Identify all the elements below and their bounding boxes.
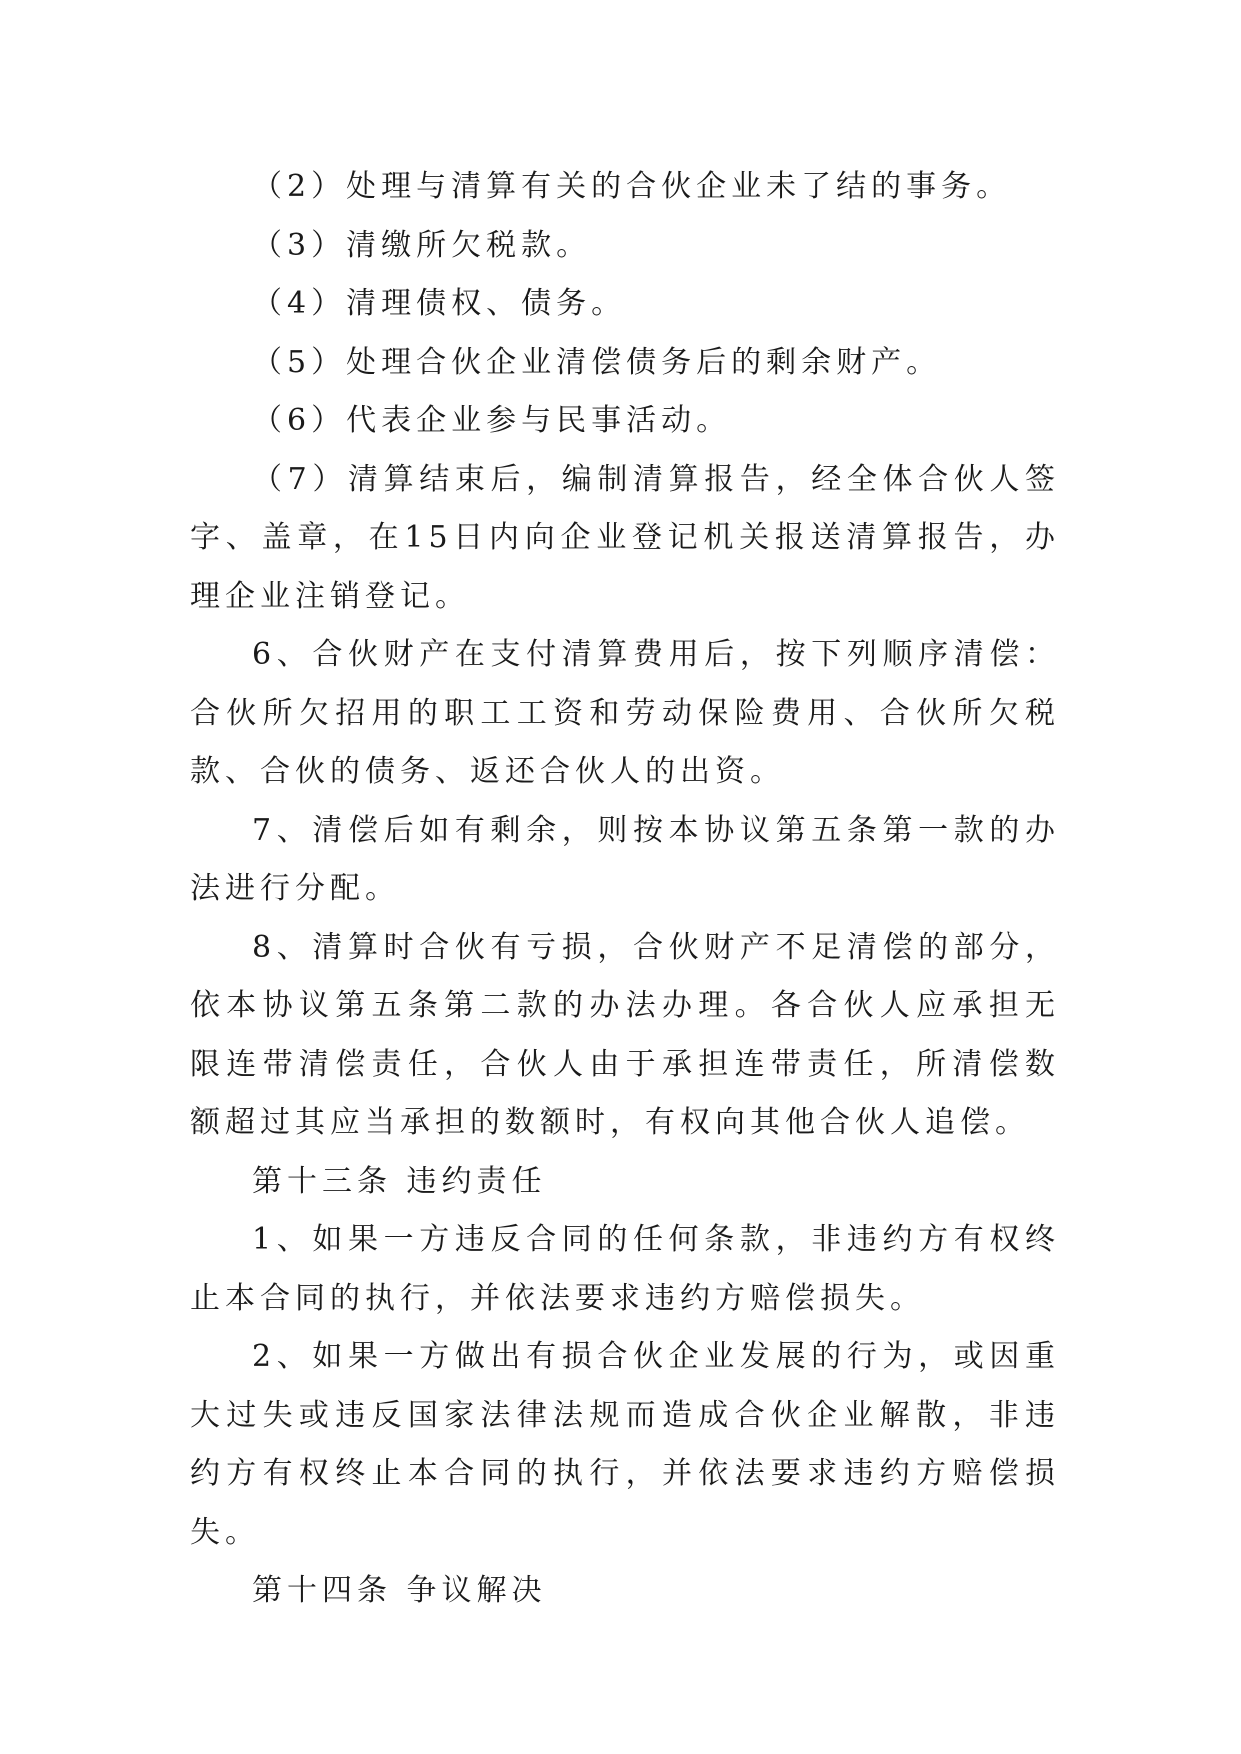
paragraph-clause-4: （4）清理债权、债务。 bbox=[252, 286, 627, 321]
paragraph-item-8: 8、清算时合伙有亏损，合伙财产不足清偿的部分，依本协议第五条第二款的办法办理。各合伙人应承担无限连带清偿责任，合伙人由于承担连带责任，所清偿数额超过其应当承担的数额时，有权向其他合伙人追偿。 bbox=[190, 929, 1060, 1140]
paragraph-breach-1: 1、如果一方违反合同的任何条款，非违约方有权终止本合同的执行，并依法要求违约方赔偿损失。 bbox=[190, 1222, 1060, 1316]
paragraph-clause-2: （2）处理与清算有关的合伙企业未了结的事务。 bbox=[252, 169, 1012, 204]
paragraph-clause-6: （6）代表企业参与民事活动。 bbox=[252, 403, 732, 438]
paragraph-item-7: 7、清偿后如有剩余，则按本协议第五条第一款的办法进行分配。 bbox=[190, 812, 1060, 906]
paragraph-breach-2: 2、如果一方做出有损合伙企业发展的行为，或因重大过失或违反国家法律法规而造成合伙企业解散，非违约方有权终止本合同的执行，并依法要求违约方赔偿损失。 bbox=[190, 1339, 1060, 1550]
paragraph-item-6: 6、合伙财产在支付清算费用后，按下列顺序清偿：合伙所欠招用的职工工资和劳动保险费用、合伙所欠税款、合伙的债务、返还合伙人的出资。 bbox=[190, 637, 1060, 789]
document-body bbox=[190, 158, 1060, 1621]
paragraph-clause-3: （3）清缴所欠税款。 bbox=[252, 227, 592, 263]
paragraph-clause-5: （5）处理合伙企业清偿债务后的剩余财产。 bbox=[252, 344, 942, 380]
article-13-heading: 第十三条 违约责任 bbox=[252, 1163, 547, 1199]
paragraph-clause-7: （7）清算结束后，编制清算报告，经全体合伙人签字、盖章，在15日内向企业登记机关报送清算报告，办理企业注销登记。 bbox=[190, 461, 1060, 614]
article-14-heading: 第十四条 争议解决 bbox=[252, 1573, 547, 1608]
